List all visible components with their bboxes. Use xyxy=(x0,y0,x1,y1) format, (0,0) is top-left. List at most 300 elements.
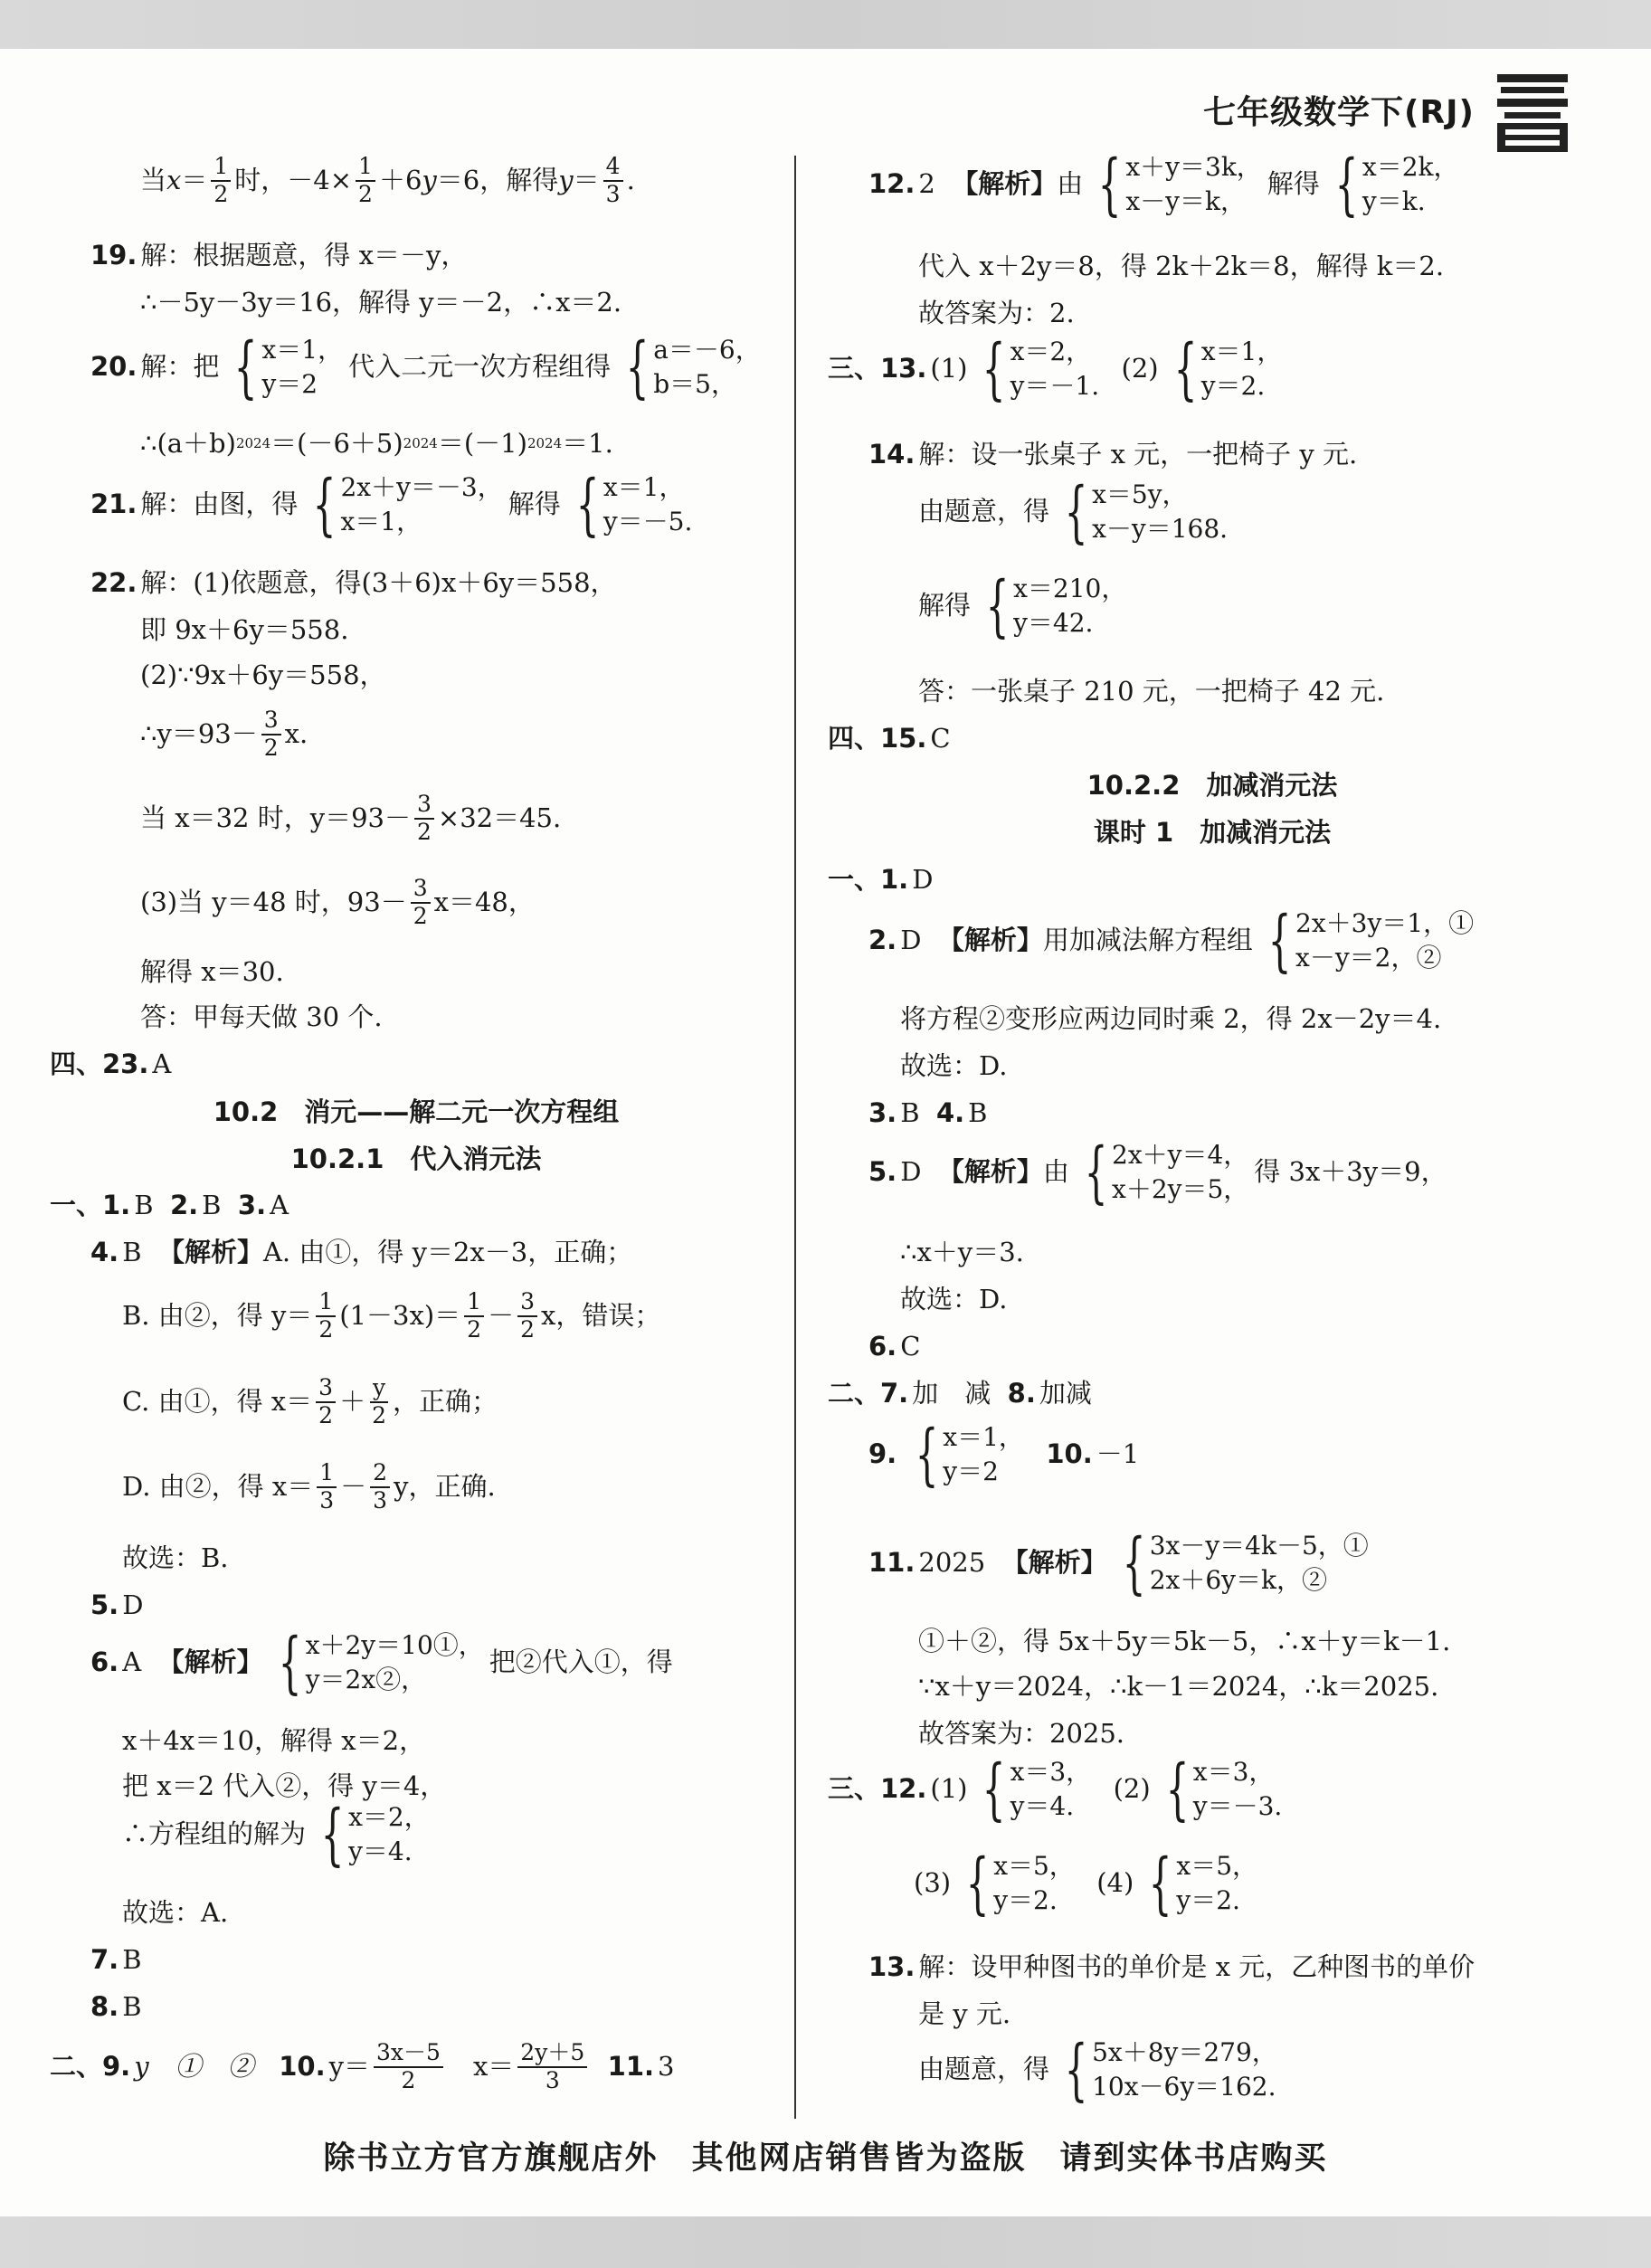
equation: 2x＋3y＝1，① xyxy=(1295,908,1475,938)
text: 解：把 xyxy=(140,351,220,383)
numerator: 3 xyxy=(411,876,431,904)
text: D xyxy=(122,1589,144,1620)
text: ＝6，解得 xyxy=(436,165,559,196)
q12b-row2 xyxy=(914,1844,1263,1922)
equation: x＝2k， xyxy=(1362,152,1459,182)
equation: x＝1， xyxy=(340,506,422,536)
section-title xyxy=(828,770,1597,801)
equation: 3x－y＝4k－5，① xyxy=(1149,1531,1369,1561)
text: 解：设甲种图书的单价是 x 元，乙种图书的单价 xyxy=(918,1951,1475,1982)
question-number: 5. xyxy=(868,1156,897,1188)
text: 解得 xyxy=(918,590,972,622)
text: y xyxy=(422,165,437,196)
equation: y＝2x②， xyxy=(305,1664,427,1694)
text: 加减 xyxy=(1039,1378,1092,1409)
question-number: 11. xyxy=(868,1547,916,1579)
equation-system xyxy=(976,566,1127,645)
question-number: 2. xyxy=(868,925,897,956)
text: x，错误； xyxy=(540,1300,661,1332)
brace-icon: { xyxy=(1064,2030,1088,2109)
numerator: 3 xyxy=(414,792,434,820)
q4-line4 xyxy=(122,1460,496,1514)
equation: x－y＝k， xyxy=(1125,185,1246,216)
bottom-band xyxy=(0,2216,1651,2268)
analysis-tag: 【解析】 xyxy=(952,168,1058,200)
numerator: 3 xyxy=(261,707,281,735)
q11-line4 xyxy=(918,1718,1125,1749)
equation: y＝－5. xyxy=(603,506,693,536)
question-number: 一、1. xyxy=(828,864,909,895)
exponent: 2024 xyxy=(403,435,438,451)
text: 由 xyxy=(1042,1156,1069,1188)
numerator: 2 xyxy=(370,1460,390,1488)
equation: x＝1， xyxy=(943,1422,1024,1452)
fraction xyxy=(517,1289,537,1343)
analysis-tag: 【解析】 xyxy=(1001,1547,1107,1579)
question-number: 2. xyxy=(169,1190,199,1220)
q6 xyxy=(868,1333,920,1360)
question-number: 二、9. xyxy=(50,2051,131,2083)
text: 将方程②变形应两边同时乘 2，得 2x－2y＝4. xyxy=(900,1003,1442,1034)
question-number: 3. xyxy=(237,1190,267,1220)
q22-line3 xyxy=(140,662,386,688)
equation-system xyxy=(1055,472,1229,551)
fraction xyxy=(603,154,623,208)
text: 故答案为：2. xyxy=(918,298,1075,328)
text: 故选：D. xyxy=(900,1050,1008,1081)
equation-system xyxy=(616,327,761,406)
text: ∴x＋y＝3. xyxy=(900,1237,1024,1267)
question-number: 14. xyxy=(868,439,916,470)
q12 xyxy=(868,145,1464,223)
q4 xyxy=(90,1239,632,1266)
brace-icon: { xyxy=(982,1750,1006,1828)
fraction xyxy=(316,1375,336,1429)
question-number: 11. xyxy=(607,2051,655,2083)
brace-icon: { xyxy=(1122,1523,1146,1602)
text: B xyxy=(134,1190,154,1220)
text: 把 x＝2 代入②，得 y＝4， xyxy=(122,1770,447,1801)
fraction xyxy=(464,1289,484,1343)
q9-q10 xyxy=(868,1415,1140,1494)
text: (2)∵9x＋6y＝558， xyxy=(140,660,386,690)
text: ＋ xyxy=(339,1386,366,1418)
question-number: 10. xyxy=(279,2051,326,2083)
text: . xyxy=(626,165,635,196)
equation-system xyxy=(1088,145,1262,223)
text: x＋4x＝10，解得 x＝2， xyxy=(122,1725,426,1756)
denominator: 2 xyxy=(318,1401,334,1428)
text: 10.2 消元——解二元一次方程组 xyxy=(213,1096,620,1127)
question-number: 一、1. xyxy=(50,1190,131,1220)
question-number: 12. xyxy=(868,168,916,200)
equation: a＝－6， xyxy=(653,335,761,365)
q13b-line2 xyxy=(918,1998,1011,2029)
text: 把②代入①，得 xyxy=(489,1646,673,1678)
text: y ① ② xyxy=(134,2051,254,2083)
question-number: 8. xyxy=(1007,1378,1036,1409)
equation: x＝1， xyxy=(603,472,685,502)
q4-line5 xyxy=(122,1542,229,1573)
text: 是 y 元. xyxy=(918,1998,1011,2029)
text: A xyxy=(270,1190,289,1220)
equation-system xyxy=(224,327,344,406)
q20-line2 xyxy=(140,428,613,459)
equation: x＋y＝3k， xyxy=(1125,152,1262,182)
q6-line2 xyxy=(122,1725,426,1756)
equation-system xyxy=(973,329,1100,408)
q7 xyxy=(90,1944,142,1975)
q4-line3 xyxy=(122,1375,498,1429)
q6-line5 xyxy=(122,1897,229,1928)
equation: x－y＝2，② xyxy=(1295,942,1442,973)
question-number: 6. xyxy=(868,1331,897,1362)
numerator: 3 xyxy=(316,1375,336,1403)
question-number: 10. xyxy=(1046,1438,1093,1470)
page-header: 七年级数学下(RJ) xyxy=(1202,94,1475,131)
text: 3 xyxy=(658,2051,675,2083)
q2-line2 xyxy=(900,1003,1442,1034)
text: 答：甲每天做 30 个. xyxy=(140,1001,383,1032)
q22-line7 xyxy=(140,956,284,987)
text: B xyxy=(968,1097,988,1128)
text: 解：根据题意，得 x＝－y， xyxy=(140,240,468,270)
text: A xyxy=(152,1049,172,1079)
exponent: 2024 xyxy=(527,435,563,451)
numerator: 1 xyxy=(464,1289,484,1317)
numerator: 4 xyxy=(603,154,623,182)
denominator: 2 xyxy=(318,1315,334,1343)
subsection-title xyxy=(828,817,1597,848)
brace-icon: { xyxy=(278,1623,302,1702)
question-number: 四、23. xyxy=(50,1049,149,1079)
equation: y＝k. xyxy=(1362,185,1426,216)
question-number: 三、13. xyxy=(828,353,927,384)
question-number: 21. xyxy=(90,489,138,520)
part1-q1 xyxy=(828,864,934,895)
text: B xyxy=(122,1237,142,1267)
q7-q8 xyxy=(828,1378,1092,1409)
equation: y＝2. xyxy=(993,1884,1058,1915)
equation-system xyxy=(1055,2030,1277,2109)
q22-line2 xyxy=(140,614,349,645)
numerator: y xyxy=(370,1375,388,1403)
q3-q4 xyxy=(868,1097,988,1128)
brace-icon: { xyxy=(312,465,337,544)
text: 代入二元一次方程组得 xyxy=(348,351,612,383)
text: 代入 x＋2y＝8，得 2k＋2k＝8，解得 k＝2. xyxy=(918,251,1445,281)
text: 当 xyxy=(140,165,167,196)
text: 解得 xyxy=(1267,168,1320,200)
equation-system xyxy=(1156,1750,1283,1828)
numerator: 1 xyxy=(316,1289,336,1317)
text: x xyxy=(166,165,182,196)
text: y xyxy=(558,165,574,196)
equation: x＝1， xyxy=(1200,337,1283,366)
text: (1) xyxy=(930,353,968,384)
q12-line3 xyxy=(918,300,1075,327)
equation: x＝5y， xyxy=(1092,479,1188,509)
denominator: 3 xyxy=(605,180,621,207)
text: D. 由②，得 x＝ xyxy=(122,1471,314,1503)
brace-icon: { xyxy=(1267,901,1292,980)
text: ＝ xyxy=(181,165,208,196)
text: ，正确； xyxy=(393,1386,498,1418)
q22-line4 xyxy=(140,707,308,762)
question-number: 8. xyxy=(90,1991,119,2022)
top-band xyxy=(0,0,1651,49)
fraction xyxy=(370,1460,390,1514)
text: (2) xyxy=(1113,1773,1151,1805)
denominator: 3 xyxy=(373,1486,388,1514)
numerator: 1 xyxy=(317,1460,337,1488)
text: D xyxy=(912,864,934,895)
question-number: 3. xyxy=(868,1097,897,1128)
denominator: 2 xyxy=(401,2066,416,2093)
equation-system xyxy=(566,465,693,544)
analysis-tag: 【解析】 xyxy=(157,1646,263,1678)
anti-piracy-footer: 除书立方官方旗舰店外 其他网店销售皆为盗版 请到实体书店购买 xyxy=(323,2140,1328,2177)
text: C. 由①，得 x＝ xyxy=(122,1386,313,1418)
brace-icon: { xyxy=(1097,145,1122,223)
text: 解：(1)依题意，得(3＋6)x＋6y＝558， xyxy=(140,567,617,598)
text: 故选：B. xyxy=(122,1542,229,1573)
text: 课时 1 加减消元法 xyxy=(1093,817,1332,848)
q5-line2 xyxy=(900,1239,1024,1266)
text: (3)当 y＝48 时，93－ xyxy=(140,887,407,918)
question-number: 13. xyxy=(868,1951,916,1982)
text: 答：一张桌子 210 元，一把椅子 42 元. xyxy=(918,676,1385,707)
text: ∴y＝93－ xyxy=(140,718,258,750)
text: 故答案为：2025. xyxy=(918,1718,1125,1749)
equation-system xyxy=(956,1844,1075,1922)
section-title xyxy=(50,1096,783,1127)
text: B xyxy=(122,1944,142,1975)
text: 用加减法解方程组 xyxy=(1042,925,1253,956)
equation: 2x＋y＝4， xyxy=(1112,1140,1249,1170)
question-number: 20. xyxy=(90,351,138,383)
brace-icon: { xyxy=(1165,1750,1190,1828)
denominator: 2 xyxy=(358,180,373,207)
text: D xyxy=(900,925,922,956)
fraction xyxy=(411,876,431,930)
q6 xyxy=(90,1623,673,1702)
denominator: 3 xyxy=(319,1486,335,1514)
text: 解得 xyxy=(508,489,561,520)
subsection-title xyxy=(50,1143,783,1174)
equation: x＝5， xyxy=(1176,1851,1258,1881)
brace-icon: { xyxy=(233,327,258,406)
brace-icon: { xyxy=(965,1844,990,1922)
text: 当 x＝32 时，y＝93－ xyxy=(140,802,411,834)
text: ∵x＋y＝2024，∴k－1＝2024，∴k＝2025. xyxy=(918,1671,1439,1702)
text: 加 减 xyxy=(912,1378,992,1409)
denominator: 2 xyxy=(416,818,432,845)
text: A xyxy=(122,1646,142,1678)
text: (3) xyxy=(914,1867,952,1899)
text: (4) xyxy=(1096,1867,1134,1899)
fraction xyxy=(211,154,231,208)
text: x. xyxy=(284,718,308,750)
brace-icon: { xyxy=(575,465,600,544)
text: 由 xyxy=(1057,168,1084,200)
equation: y＝2. xyxy=(1200,370,1266,401)
question-number: 19. xyxy=(90,240,138,270)
equation: 10x－6y＝162. xyxy=(1092,2071,1276,2102)
equation-system xyxy=(906,1415,1024,1494)
section-4-q23 xyxy=(50,1051,171,1077)
denominator: 2 xyxy=(520,1315,535,1343)
q13 xyxy=(828,329,1287,408)
q19-line2 xyxy=(140,289,621,316)
text: ＋6 xyxy=(378,165,422,196)
text: D xyxy=(900,1156,922,1188)
text: ∴(a＋b) xyxy=(140,428,236,459)
text: y，正确. xyxy=(394,1471,496,1503)
equation: x＝1， xyxy=(261,335,344,365)
text: 故选：D. xyxy=(900,1284,1008,1314)
q8 xyxy=(90,1991,142,2022)
equation: y＝4. xyxy=(1010,1790,1075,1821)
brace-icon: { xyxy=(1084,1133,1108,1211)
text: ＝1. xyxy=(562,428,613,459)
question-number: 四、15. xyxy=(828,723,927,754)
question-number: 6. xyxy=(90,1646,119,1678)
denominator: 2 xyxy=(263,734,279,761)
fraction xyxy=(356,154,375,208)
denominator: 2 xyxy=(467,1315,482,1343)
equation: y＝－1. xyxy=(1010,370,1100,401)
equation: y＝－3. xyxy=(1192,1790,1283,1821)
text: 10.2.2 加减消元法 xyxy=(1086,770,1338,801)
numerator: 3x－5 xyxy=(374,2040,443,2068)
q5 xyxy=(90,1589,144,1620)
text: 解：由图，得 xyxy=(140,489,299,520)
brace-icon: { xyxy=(1064,472,1088,551)
analysis-tag: 【解析】 xyxy=(937,925,1043,956)
equation: 2x＋6y＝k，② xyxy=(1149,1564,1327,1595)
question-number: 7. xyxy=(90,1944,119,1975)
book-logo-icon xyxy=(1497,74,1568,152)
q6-line4 xyxy=(122,1795,435,1874)
text: (1－3x)＝ xyxy=(339,1300,461,1332)
denominator: 2 xyxy=(213,180,229,207)
text: 10.2.1 代入消元法 xyxy=(290,1143,542,1174)
q4-line2 xyxy=(122,1289,660,1343)
text: ①＋②，得 5x＋5y＝5k－5，∴x＋y＝k－1. xyxy=(918,1626,1451,1656)
text: 故选：A. xyxy=(122,1897,229,1928)
text: ＝ xyxy=(573,165,600,196)
q22 xyxy=(90,567,617,598)
text: B. 由②，得 y＝ xyxy=(122,1300,313,1332)
question-number: 4. xyxy=(935,1097,965,1128)
equation: y＝2 xyxy=(261,368,318,399)
numerator: 1 xyxy=(211,154,231,182)
text: 由题意，得 xyxy=(918,2054,1050,2085)
q12-line2 xyxy=(918,253,1444,280)
question-number: 5. xyxy=(90,1589,119,1620)
fraction xyxy=(317,1460,337,1514)
text: ∴方程组的解为 xyxy=(122,1818,307,1850)
question-number: 22. xyxy=(90,567,138,598)
equation: y＝42. xyxy=(1013,607,1094,638)
equation-system xyxy=(1113,1523,1369,1602)
equation-system xyxy=(303,465,503,544)
column-divider xyxy=(794,156,796,2119)
q22-line8 xyxy=(140,1001,383,1032)
equation: x－y＝168. xyxy=(1092,513,1229,544)
equation-system xyxy=(1139,1844,1258,1922)
text: 由题意，得 xyxy=(918,496,1050,527)
question-number: 4. xyxy=(90,1237,119,1267)
text: ＝(－6＋5) xyxy=(270,428,403,459)
q20 xyxy=(90,327,766,406)
text: ∴－5y－3y＝16，解得 y＝－2，∴x＝2. xyxy=(140,287,622,318)
brace-icon: { xyxy=(985,566,1010,645)
q11-line3 xyxy=(918,1671,1439,1702)
text: B xyxy=(122,1991,142,2022)
q13b xyxy=(868,1951,1475,1982)
text: x＝ xyxy=(446,2051,515,2083)
analysis-tag: 【解析】 xyxy=(937,1156,1043,1188)
question-number: 9. xyxy=(868,1438,897,1470)
brace-icon: { xyxy=(1173,329,1198,408)
question-number: 二、7. xyxy=(828,1378,909,1409)
q6-line3 xyxy=(122,1770,447,1801)
denominator: 3 xyxy=(545,2066,560,2093)
denominator: 2 xyxy=(413,902,428,929)
fraction xyxy=(517,2040,587,2094)
equation: x＝210， xyxy=(1013,574,1127,603)
equation: y＝4. xyxy=(348,1836,413,1866)
equation-system xyxy=(1164,329,1283,408)
equation: x＝2， xyxy=(1010,337,1092,366)
equation-system xyxy=(1258,901,1475,980)
q21 xyxy=(90,465,697,544)
brace-icon: { xyxy=(625,327,650,406)
q5 xyxy=(868,1133,1447,1211)
equation-system xyxy=(1325,145,1459,223)
text: －1 xyxy=(1096,1438,1140,1470)
equation: x＝3， xyxy=(1010,1757,1092,1787)
q14-line2 xyxy=(918,472,1233,551)
equation: y＝2 xyxy=(943,1456,999,1486)
brace-icon: { xyxy=(982,329,1006,408)
equation-system xyxy=(269,1623,484,1702)
equation: 5x＋8y＝279， xyxy=(1092,2037,1277,2067)
text: 解：设一张桌子 x 元，一把椅子 y 元. xyxy=(918,439,1358,470)
line-q18-tail xyxy=(140,154,635,208)
text: C xyxy=(930,723,951,754)
fraction xyxy=(374,2040,443,2094)
text: 2 xyxy=(918,168,935,200)
numerator: 3 xyxy=(517,1289,537,1317)
q9-q11 xyxy=(50,2040,675,2094)
part1-answers xyxy=(50,1192,289,1219)
text: 即 9x＋6y＝558. xyxy=(140,614,349,645)
text: (2) xyxy=(1121,353,1159,384)
brace-icon: { xyxy=(1334,145,1359,223)
equation-system xyxy=(1075,1133,1249,1211)
q2 xyxy=(868,901,1479,980)
text: B xyxy=(900,1097,920,1128)
equation: y＝2. xyxy=(1176,1884,1240,1915)
equation-system xyxy=(311,1795,430,1874)
brace-icon: { xyxy=(320,1795,345,1874)
q14-line4 xyxy=(918,676,1385,707)
text: 2025 xyxy=(918,1547,986,1579)
fraction xyxy=(316,1289,336,1343)
